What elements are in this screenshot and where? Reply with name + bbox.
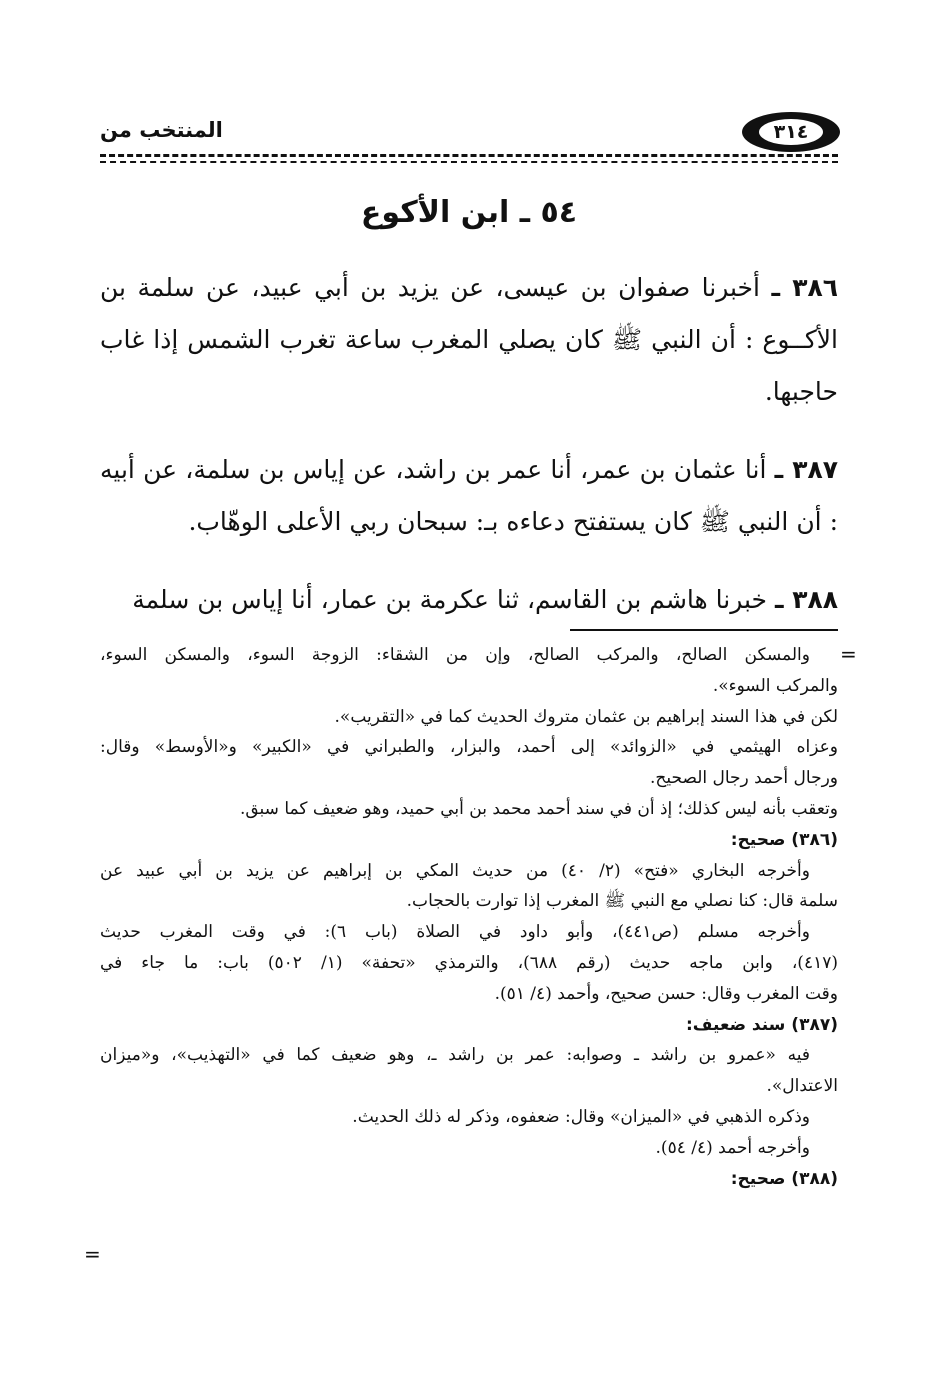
footnotes [100, 640, 838, 1194]
main-text [100, 262, 838, 652]
hadith-text: خبرنا هاشم بن القاسم، ثنا عكرمة بن عمار، أنا إياس بن سلمة [132, 585, 768, 614]
footnote-separator [570, 629, 838, 631]
continuation-mark: = [840, 642, 857, 666]
footnote-line: والمسكن الصالح، والمركب الصالح، وإن من الشقاء: الزوجة السوء، والمسكن السوء، [100, 645, 810, 665]
hadith-388 [100, 574, 838, 626]
footnote-line: ورجال أحمد رجال الصحيح. [649, 768, 838, 789]
footnote-heading: (٣٨٨) صحيح: [730, 1168, 838, 1189]
hadith-number: ٣٨٧ ـ [774, 455, 838, 484]
hadith-text: أخبرنا صفوان بن عيسى، عن يزيد بن أبي عبيد، عن سلمة بن الأكــوع : أن النبي ﷺ كان يصلي المغرب ساعة تغرب الشمس إذا غاب حاجبها. [100, 273, 838, 406]
header-rule [100, 154, 838, 157]
footnote-line: وقت المغرب وقال: حسن صحيح، وأحمد (٤/ ٥١). [494, 983, 838, 1004]
hadith-number: ٣٨٨ ـ [774, 585, 838, 614]
footnote-line: وتعقب بأنه ليس كذلك؛ إذ أن في سند أحمد محمد بن أبي حميد، وهو ضعيف كما سبق. [239, 798, 838, 819]
footnote-heading: (٣٨٧) سند ضعيف: [685, 1014, 838, 1035]
footnote-line: وذكره الذهبي في «الميزان» وقال: ضعفوه، وذكر له ذلك الحديث. [352, 1106, 810, 1127]
hadith-text: أنا عثمان بن عمر، أنا عمر بن راشد، عن إياس بن سلمة، عن أبيه : أن النبي ﷺ كان يستفتح دعاءه بـ: سبحان ربي الأعلى الوهّاب. [100, 455, 838, 536]
hadith-387 [100, 444, 838, 548]
hadith-number: ٣٨٦ ـ [771, 273, 839, 302]
page-number-badge [742, 112, 840, 152]
footnote-line: والمركب السوء». [712, 675, 838, 696]
footnote-heading: (٣٨٦) صحيح: [730, 829, 838, 850]
footnote-line: وأخرجه مسلم (ص٤٤١)، وأبو داود في الصلاة (باب ٦): في وقت المغرب حديث [100, 922, 810, 943]
continuation-mark-bottom: = [84, 1242, 101, 1266]
footnote-line: وأخرجه البخاري «فتح» (٢/ ٤٠) من حديث المكي بن إبراهيم عن يزيد بن أبي عبيد عن [100, 860, 810, 881]
footnote-line: لكن في هذا السند إبراهيم بن عثمان متروك الحديث كما في «التقريب». [334, 706, 838, 727]
running-title: المنتخب من [100, 118, 223, 142]
footnote-line: سلمة قال: كنا نصلي مع النبي ﷺ المغرب إذا توارت بالحجاب. [406, 891, 838, 912]
footnote-line: الاعتدال». [766, 1076, 838, 1097]
hadith-386 [100, 262, 838, 418]
section-heading: ٥٤ ـ ابن الأكوع [360, 195, 578, 230]
header-rule-secondary [100, 161, 838, 163]
footnote-line: وأخرجه أحمد (٤/ ٥٤). [655, 1137, 810, 1158]
page-number: ٣١٤ [759, 119, 823, 145]
footnote-line: وعزاه الهيثمي في «الزوائد» إلى أحمد، والبزار، والطبراني في «الكبير» و«الأوسط» وقال: [100, 737, 838, 758]
footnote-line: فيه «عمرو بن راشد ـ وصوابه: عمر بن راشد ـ، وهو ضعيف كما في «التهذيب»، و«ميزان [100, 1045, 810, 1066]
footnote-line: (٤١٧)، وابن ماجه حديث (رقم ٦٨٨)، والترمذي «تحفة» (١/ ٥٠٢) باب: ما جاء في [100, 952, 838, 973]
